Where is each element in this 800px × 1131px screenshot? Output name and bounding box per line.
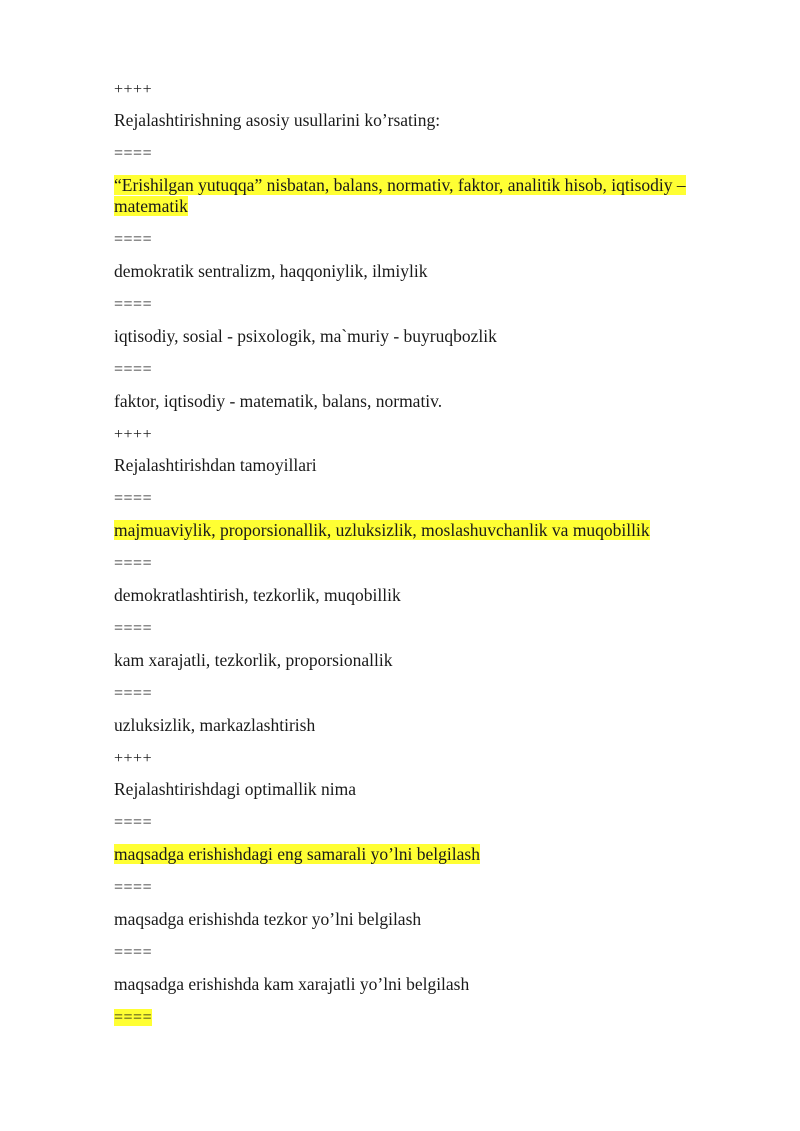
option-item-correct <box>114 175 744 217</box>
option-item: iqtisodiy, sosial - psixologik, ma`muriy - buyruqbozlik <box>114 326 497 346</box>
question-prompt: Rejalashtirishdan tamoyillari <box>114 455 317 475</box>
option-marker: ==== <box>114 145 153 162</box>
option-marker: ==== <box>114 814 153 831</box>
option-marker: ==== <box>114 490 153 507</box>
option-marker: ==== <box>114 296 153 313</box>
option-marker: ==== <box>114 944 153 961</box>
option-item: maqsadga erishishda kam xarajatli yo’lni belgilash <box>114 974 470 994</box>
option-marker-text: ==== <box>114 1009 153 1026</box>
option-item: demokratlashtirish, tezkorlik, muqobillik <box>114 585 401 605</box>
option-marker: ==== <box>114 361 153 378</box>
option-marker: ==== <box>114 879 153 896</box>
option-text: maqsadga erishishdagi eng samarali yo’lni belgilash <box>114 844 480 864</box>
option-item: faktor, iqtisodiy - matematik, balans, normativ. <box>114 391 443 411</box>
option-item-correct <box>114 844 480 865</box>
option-marker-highlighted <box>114 1007 152 1028</box>
question-marker: ++++ <box>114 81 153 98</box>
option-text: “Erishilgan yutuqqa” nisbatan, balans, normativ, faktor, analitik hisob, iqtisodiy – matematik <box>114 175 686 216</box>
option-item: demokratik sentralizm, haqqoniylik, ilmiylik <box>114 261 428 281</box>
question-prompt: Rejalashtirishdagi optimallik nima <box>114 779 357 799</box>
question-marker: ++++ <box>114 750 153 767</box>
question-prompt: Rejalashtirishning asosiy usullarini ko’rsating: <box>114 110 441 130</box>
option-item: kam xarajatli, tezkorlik, proporsionallik <box>114 650 393 670</box>
question-marker: ++++ <box>114 426 153 443</box>
option-marker: ==== <box>114 555 153 572</box>
option-text: majmuaviylik, proporsionallik, uzluksizlik, moslashuvchanlik va muqobillik <box>114 520 650 540</box>
option-item: maqsadga erishishda tezkor yo’lni belgilash <box>114 909 422 929</box>
option-item: uzluksizlik, markazlashtirish <box>114 715 316 735</box>
option-item-correct <box>114 520 650 541</box>
option-marker: ==== <box>114 685 153 702</box>
option-marker: ==== <box>114 231 153 248</box>
option-marker: ==== <box>114 620 153 637</box>
